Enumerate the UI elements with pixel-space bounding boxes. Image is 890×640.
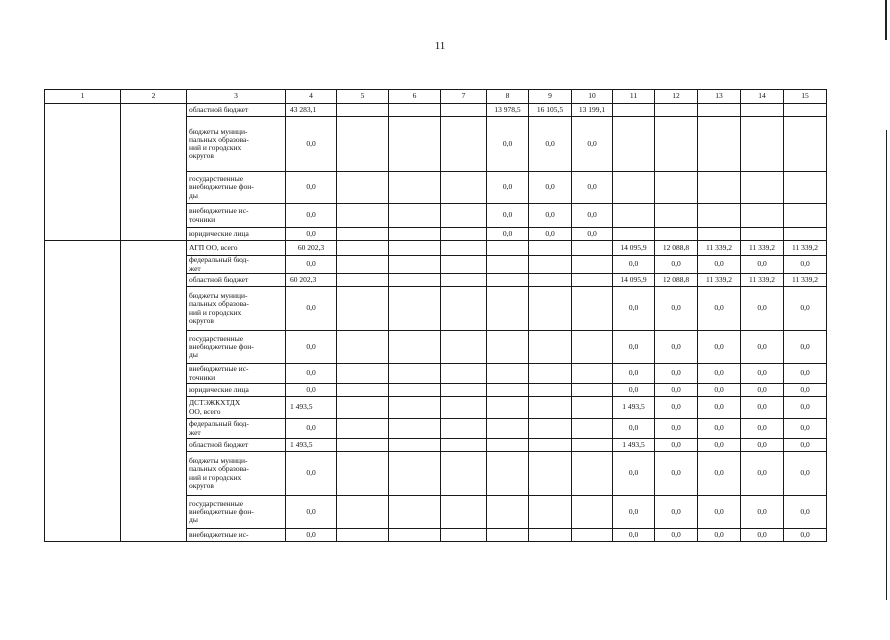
cell-col11: 1 493,5 — [613, 397, 655, 419]
cell-col13: 0,0 — [698, 529, 741, 542]
cell-col15: 0,0 — [784, 439, 827, 452]
cell-col9 — [529, 452, 572, 496]
cell-col9 — [529, 274, 572, 287]
cell-col12: 0,0 — [655, 331, 698, 364]
budget-table-wrapper — [44, 89, 827, 542]
cell-col10 — [572, 529, 613, 542]
column-header-15: 15 — [784, 90, 827, 104]
cell-col6 — [389, 274, 441, 287]
cell-col12: 0,0 — [655, 287, 698, 331]
column-header-12: 12 — [655, 90, 698, 104]
cell-col5 — [337, 364, 389, 384]
cell-col9 — [529, 256, 572, 274]
cell-col14: 0,0 — [741, 419, 784, 439]
row-label: бюджеты муници- пальных образова- ний и городских округов — [187, 287, 286, 331]
cell-col12: 0,0 — [655, 256, 698, 274]
column-header-5: 5 — [337, 90, 389, 104]
cell-col10 — [572, 364, 613, 384]
cell-col15: 0,0 — [784, 384, 827, 397]
cell-col12: 0,0 — [655, 419, 698, 439]
cell-col14 — [741, 117, 784, 172]
cell-col8: 0,0 — [487, 228, 529, 241]
cell-col15: 0,0 — [784, 287, 827, 331]
group-cell-col2 — [121, 241, 187, 542]
cell-col13: 0,0 — [698, 496, 741, 529]
cell-col15 — [784, 204, 827, 228]
column-header-14: 14 — [741, 90, 784, 104]
table-header-row — [45, 90, 827, 104]
cell-col6 — [389, 204, 441, 228]
cell-col6 — [389, 439, 441, 452]
cell-col4: 1 493,5 — [286, 439, 337, 452]
cell-col11 — [613, 104, 655, 117]
cell-col12: 0,0 — [655, 364, 698, 384]
cell-col13 — [698, 204, 741, 228]
cell-col11 — [613, 172, 655, 204]
cell-col8: 13 978,5 — [487, 104, 529, 117]
cell-col5 — [337, 419, 389, 439]
cell-col15 — [784, 117, 827, 172]
cell-col8 — [487, 364, 529, 384]
cell-col12: 12 088,8 — [655, 274, 698, 287]
cell-col10 — [572, 496, 613, 529]
column-header-7: 7 — [441, 90, 487, 104]
cell-col11: 0,0 — [613, 287, 655, 331]
cell-col15: 0,0 — [784, 419, 827, 439]
cell-col11: 0,0 — [613, 419, 655, 439]
cell-col7 — [441, 419, 487, 439]
cell-col13 — [698, 104, 741, 117]
cell-col8 — [487, 256, 529, 274]
cell-col4: 0,0 — [286, 419, 337, 439]
cell-col7 — [441, 228, 487, 241]
column-header-4: 4 — [286, 90, 337, 104]
cell-col9 — [529, 384, 572, 397]
cell-col15: 11 339,2 — [784, 241, 827, 256]
cell-col5 — [337, 274, 389, 287]
cell-col9: 0,0 — [529, 204, 572, 228]
page-number: 11 — [434, 40, 446, 52]
cell-col13 — [698, 172, 741, 204]
cell-col15: 0,0 — [784, 397, 827, 419]
column-header-11: 11 — [613, 90, 655, 104]
row-label: государственные внебюджетные фон- ды — [187, 172, 286, 204]
cell-col13 — [698, 117, 741, 172]
cell-col10 — [572, 439, 613, 452]
cell-col12: 0,0 — [655, 496, 698, 529]
cell-col6 — [389, 287, 441, 331]
cell-col14: 0,0 — [741, 496, 784, 529]
cell-col14 — [741, 104, 784, 117]
cell-col8 — [487, 439, 529, 452]
cell-col11: 0,0 — [613, 364, 655, 384]
column-header-10: 10 — [572, 90, 613, 104]
cell-col14: 0,0 — [741, 364, 784, 384]
cell-col4: 0,0 — [286, 496, 337, 529]
cell-col9 — [529, 331, 572, 364]
cell-col11: 0,0 — [613, 529, 655, 542]
cell-col8: 0,0 — [487, 172, 529, 204]
cell-col6 — [389, 228, 441, 241]
cell-col6 — [389, 172, 441, 204]
cell-col4: 0,0 — [286, 331, 337, 364]
cell-col7 — [441, 397, 487, 419]
column-header-13: 13 — [698, 90, 741, 104]
row-label: юридические лица — [187, 384, 286, 397]
row-label: областной бюджет — [187, 274, 286, 287]
cell-col13: 0,0 — [698, 452, 741, 496]
cell-col4: 0,0 — [286, 529, 337, 542]
cell-col11: 14 095,9 — [613, 241, 655, 256]
row-label: бюджеты муници- пальных образова- ний и городских округов — [187, 452, 286, 496]
cell-col10 — [572, 452, 613, 496]
cell-col5 — [337, 228, 389, 241]
cell-col5 — [337, 104, 389, 117]
column-header-2: 2 — [121, 90, 187, 104]
cell-col6 — [389, 241, 441, 256]
cell-col4: 0,0 — [286, 117, 337, 172]
cell-col6 — [389, 384, 441, 397]
cell-col6 — [389, 496, 441, 529]
cell-col8 — [487, 529, 529, 542]
cell-col6 — [389, 452, 441, 496]
cell-col15 — [784, 228, 827, 241]
cell-col7 — [441, 172, 487, 204]
cell-col4: 0,0 — [286, 452, 337, 496]
table-body — [45, 104, 827, 542]
cell-col4: 1 493,5 — [286, 397, 337, 419]
scan-edge-mark — [886, 130, 887, 600]
cell-col7 — [441, 529, 487, 542]
cell-col5 — [337, 241, 389, 256]
cell-col10 — [572, 419, 613, 439]
cell-col4: 0,0 — [286, 287, 337, 331]
group-cell-col1 — [45, 241, 121, 542]
cell-col14: 0,0 — [741, 452, 784, 496]
column-header-8: 8 — [487, 90, 529, 104]
cell-col14: 0,0 — [741, 331, 784, 364]
cell-col8 — [487, 452, 529, 496]
cell-col6 — [389, 331, 441, 364]
cell-col4: 0,0 — [286, 384, 337, 397]
cell-col13: 0,0 — [698, 331, 741, 364]
row-label: АГП ОО, всего — [187, 241, 286, 256]
cell-col7 — [441, 204, 487, 228]
cell-col5 — [337, 172, 389, 204]
cell-col5 — [337, 452, 389, 496]
cell-col9 — [529, 287, 572, 331]
cell-col7 — [441, 364, 487, 384]
cell-col14: 0,0 — [741, 439, 784, 452]
column-header-6: 6 — [389, 90, 441, 104]
cell-col9: 0,0 — [529, 172, 572, 204]
cell-col5 — [337, 439, 389, 452]
cell-col11: 0,0 — [613, 256, 655, 274]
row-label: внебюджетные ис- — [187, 529, 286, 542]
cell-col6 — [389, 397, 441, 419]
cell-col12: 0,0 — [655, 439, 698, 452]
row-label: федеральный бюд- жет — [187, 419, 286, 439]
scan-edge-mark — [885, 0, 887, 40]
cell-col4: 0,0 — [286, 228, 337, 241]
cell-col6 — [389, 117, 441, 172]
cell-col4: 0,0 — [286, 256, 337, 274]
cell-col5 — [337, 331, 389, 364]
cell-col15 — [784, 104, 827, 117]
cell-col10 — [572, 397, 613, 419]
cell-col10 — [572, 384, 613, 397]
row-label: внебюджетные ис- точники — [187, 204, 286, 228]
cell-col9 — [529, 419, 572, 439]
cell-col14 — [741, 228, 784, 241]
cell-col13: 0,0 — [698, 287, 741, 331]
cell-col10: 13 199,1 — [572, 104, 613, 117]
cell-col8 — [487, 397, 529, 419]
cell-col14: 0,0 — [741, 256, 784, 274]
cell-col9 — [529, 529, 572, 542]
cell-col9 — [529, 397, 572, 419]
cell-col5 — [337, 384, 389, 397]
cell-col13 — [698, 228, 741, 241]
cell-col9: 0,0 — [529, 117, 572, 172]
row-label: федеральный бюд- жет — [187, 256, 286, 274]
row-label: областной бюджет — [187, 439, 286, 452]
column-header-9: 9 — [529, 90, 572, 104]
cell-col15: 11 339,2 — [784, 274, 827, 287]
cell-col12: 12 088,8 — [655, 241, 698, 256]
cell-col11: 0,0 — [613, 331, 655, 364]
cell-col12 — [655, 104, 698, 117]
cell-col11: 0,0 — [613, 452, 655, 496]
cell-col14 — [741, 172, 784, 204]
cell-col4: 60 202,3 — [286, 274, 337, 287]
cell-col13: 11 339,2 — [698, 274, 741, 287]
cell-col15: 0,0 — [784, 496, 827, 529]
cell-col13: 0,0 — [698, 397, 741, 419]
cell-col6 — [389, 256, 441, 274]
cell-col12: 0,0 — [655, 397, 698, 419]
cell-col13: 0,0 — [698, 256, 741, 274]
table-row — [45, 241, 827, 256]
cell-col9 — [529, 241, 572, 256]
cell-col13: 0,0 — [698, 419, 741, 439]
cell-col5 — [337, 287, 389, 331]
cell-col8 — [487, 241, 529, 256]
cell-col10 — [572, 331, 613, 364]
cell-col9 — [529, 439, 572, 452]
cell-col14: 0,0 — [741, 397, 784, 419]
column-header-1: 1 — [45, 90, 121, 104]
cell-col10: 0,0 — [572, 228, 613, 241]
cell-col13: 0,0 — [698, 439, 741, 452]
cell-col7 — [441, 331, 487, 364]
cell-col8 — [487, 287, 529, 331]
cell-col15 — [784, 172, 827, 204]
cell-col15: 0,0 — [784, 529, 827, 542]
cell-col12 — [655, 228, 698, 241]
cell-col12 — [655, 172, 698, 204]
cell-col11: 14 095,9 — [613, 274, 655, 287]
cell-col8 — [487, 419, 529, 439]
row-label: областной бюджет — [187, 104, 286, 117]
cell-col5 — [337, 496, 389, 529]
cell-col4: 43 283,1 — [286, 104, 337, 117]
row-label: внебюджетные ис- точники — [187, 364, 286, 384]
cell-col10 — [572, 241, 613, 256]
cell-col10 — [572, 287, 613, 331]
cell-col4: 0,0 — [286, 204, 337, 228]
cell-col14: 0,0 — [741, 287, 784, 331]
cell-col12: 0,0 — [655, 529, 698, 542]
cell-col8 — [487, 274, 529, 287]
cell-col6 — [389, 364, 441, 384]
group-cell-col1 — [45, 104, 121, 241]
cell-col7 — [441, 104, 487, 117]
cell-col13: 0,0 — [698, 364, 741, 384]
cell-col7 — [441, 496, 487, 529]
cell-col9 — [529, 496, 572, 529]
row-label: государственные внебюджетные фон- ды — [187, 496, 286, 529]
cell-col14: 0,0 — [741, 384, 784, 397]
cell-col7 — [441, 241, 487, 256]
cell-col7 — [441, 117, 487, 172]
cell-col12 — [655, 117, 698, 172]
cell-col11 — [613, 204, 655, 228]
cell-col7 — [441, 287, 487, 331]
cell-col5 — [337, 256, 389, 274]
cell-col15: 0,0 — [784, 364, 827, 384]
cell-col5 — [337, 117, 389, 172]
group-cell-col2 — [121, 104, 187, 241]
cell-col14 — [741, 204, 784, 228]
cell-col8 — [487, 496, 529, 529]
row-label: государственные внебюджетные фон- ды — [187, 331, 286, 364]
cell-col13: 0,0 — [698, 384, 741, 397]
cell-col14: 11 339,2 — [741, 274, 784, 287]
cell-col14: 11 339,2 — [741, 241, 784, 256]
cell-col4: 60 202,3 — [286, 241, 337, 256]
cell-col10: 0,0 — [572, 204, 613, 228]
cell-col8 — [487, 384, 529, 397]
cell-col5 — [337, 204, 389, 228]
cell-col11: 0,0 — [613, 384, 655, 397]
cell-col12: 0,0 — [655, 384, 698, 397]
cell-col12: 0,0 — [655, 452, 698, 496]
cell-col9: 16 105,5 — [529, 104, 572, 117]
cell-col9 — [529, 364, 572, 384]
row-label: бюджеты муници- пальных образова- ний и городских округов — [187, 117, 286, 172]
row-label: ДСТЭЖКХТДХ ОО, всего — [187, 397, 286, 419]
cell-col15: 0,0 — [784, 452, 827, 496]
cell-col5 — [337, 529, 389, 542]
cell-col7 — [441, 274, 487, 287]
cell-col11: 1 493,5 — [613, 439, 655, 452]
row-label: юридические лица — [187, 228, 286, 241]
cell-col4: 0,0 — [286, 364, 337, 384]
column-header-3: 3 — [187, 90, 286, 104]
cell-col4: 0,0 — [286, 172, 337, 204]
cell-col7 — [441, 256, 487, 274]
cell-col7 — [441, 452, 487, 496]
table-row — [45, 104, 827, 117]
cell-col15: 0,0 — [784, 331, 827, 364]
cell-col10: 0,0 — [572, 172, 613, 204]
cell-col6 — [389, 104, 441, 117]
cell-col10: 0,0 — [572, 117, 613, 172]
cell-col7 — [441, 439, 487, 452]
cell-col8 — [487, 331, 529, 364]
cell-col9: 0,0 — [529, 228, 572, 241]
cell-col8: 0,0 — [487, 117, 529, 172]
cell-col6 — [389, 529, 441, 542]
cell-col12 — [655, 204, 698, 228]
cell-col5 — [337, 397, 389, 419]
budget-table — [44, 89, 827, 542]
cell-col14: 0,0 — [741, 529, 784, 542]
cell-col15: 0,0 — [784, 256, 827, 274]
cell-col6 — [389, 419, 441, 439]
cell-col13: 11 339,2 — [698, 241, 741, 256]
cell-col11 — [613, 228, 655, 241]
cell-col10 — [572, 256, 613, 274]
cell-col11: 0,0 — [613, 496, 655, 529]
cell-col7 — [441, 384, 487, 397]
cell-col11 — [613, 117, 655, 172]
cell-col8: 0,0 — [487, 204, 529, 228]
cell-col10 — [572, 274, 613, 287]
